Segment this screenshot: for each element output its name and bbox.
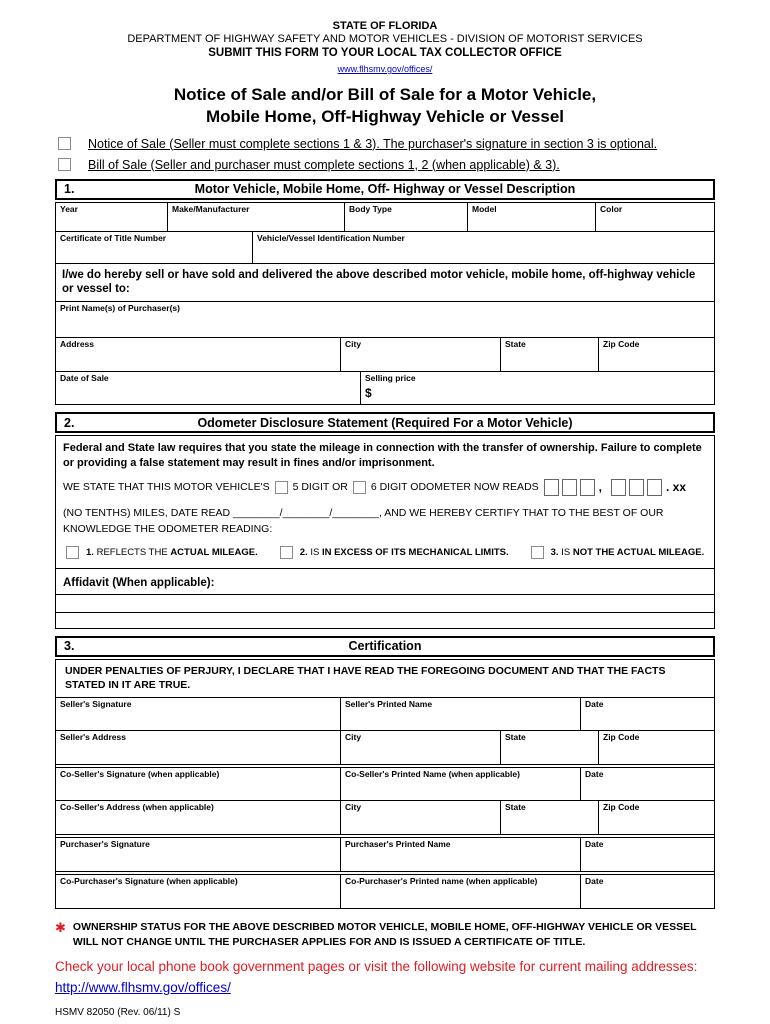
co-seller-date-field[interactable]	[581, 768, 714, 800]
odometer-thousands-boxes	[544, 479, 598, 496]
option-2-text: IS	[310, 546, 320, 558]
footer-offices-link[interactable]: http://www.flhsmv.gov/offices/	[55, 979, 231, 995]
model-label: Model	[472, 203, 497, 214]
excess-mechanical-limits-checkbox[interactable]	[280, 546, 293, 559]
option-3-bold: NOT THE ACTUAL MILEAGE.	[572, 546, 705, 558]
seller-zip-label: Zip Code	[603, 731, 640, 742]
six-digit-label: 6 DIGIT ODOMETER NOW READS	[370, 481, 539, 494]
section-2-body	[55, 435, 715, 628]
body-type-label: Body Type	[349, 203, 392, 214]
odometer-digit-box[interactable]	[647, 479, 662, 496]
state-title: STATE OF FLORIDA	[332, 20, 438, 32]
purchaser-signature-field[interactable]	[56, 838, 341, 871]
certificate-of-title-field[interactable]	[56, 232, 253, 263]
purchaser-date-label: Date	[585, 838, 604, 849]
red-asterisk-icon: ✱	[55, 919, 66, 935]
option-3-text: IS	[561, 546, 571, 558]
five-digit-label: 5 DIGIT OR	[292, 481, 348, 494]
odometer-decimal-xx: . xx	[666, 480, 687, 495]
affidavit-row	[56, 569, 714, 595]
co-purchaser-printed-name-field[interactable]	[341, 875, 581, 908]
odometer-units-boxes	[611, 479, 665, 496]
co-seller-address-field[interactable]	[56, 801, 341, 834]
seller-city-field[interactable]	[341, 731, 501, 764]
section-3-certification	[55, 636, 715, 909]
sale-date-price-row	[56, 372, 714, 404]
co-seller-date-label: Date	[585, 768, 604, 779]
section-3-title: Certification	[348, 639, 422, 653]
certificate-of-title-label: Certificate of Title Number	[60, 232, 167, 243]
seller-date-field[interactable]	[581, 698, 714, 730]
six-digit-checkbox[interactable]	[353, 481, 366, 494]
section-1-title: Motor Vehicle, Mobile Home, Off- Highway or Vessel Description	[194, 182, 576, 196]
notice-of-sale-label: Notice of Sale (Seller must complete sections 1 & 3). The purchaser's signature in section 3 is optional.	[88, 136, 658, 151]
seller-address-label: Seller's Address	[60, 731, 126, 742]
co-purchaser-signature-row	[56, 875, 714, 908]
ownership-notice	[55, 920, 715, 950]
co-purchaser-date-field[interactable]	[581, 875, 714, 908]
co-purchaser-printed-name-label: Co-Purchaser's Printed name (when applicable)	[345, 875, 538, 886]
purchaser-names-row	[56, 302, 714, 338]
not-actual-mileage-checkbox[interactable]	[531, 546, 544, 559]
odometer-comma: ,	[598, 480, 602, 495]
seller-zip-field[interactable]	[599, 731, 714, 764]
year-label: Year	[60, 203, 78, 214]
purchaser-printed-name-label: Purchaser's Printed Name	[345, 838, 451, 849]
option-2-bold: IN EXCESS OF ITS MECHANICAL LIMITS.	[321, 546, 509, 558]
vehicle-description-row	[56, 203, 714, 232]
submit-instruction: SUBMIT THIS FORM TO YOUR LOCAL TAX COLLECTOR OFFICE	[208, 47, 562, 59]
body-type-field[interactable]	[345, 203, 468, 231]
seller-signature-label: Seller's Signature	[60, 698, 132, 709]
date-read-text: (NO TENTHS) MILES, DATE READ ________/________/________, AND WE HEREBY CERTIFY THAT TO THE BEST OF OUR KNOWLEDGE THE ODOMETER READING:	[63, 506, 664, 536]
bill-of-sale-checkbox[interactable]	[58, 158, 71, 171]
department-title: DEPARTMENT OF HIGHWAY SAFETY AND MOTOR VEHICLES - DIVISION OF MOTORIST SERVICES	[127, 33, 643, 45]
bill-of-sale-label: Bill of Sale (Seller and purchaser must complete sections 1, 2 (when applicable) & 3).	[88, 157, 560, 172]
actual-mileage-option	[86, 547, 258, 558]
zip-label: Zip Code	[603, 339, 640, 350]
odometer-reading-line	[56, 472, 714, 498]
co-seller-zip-field[interactable]	[599, 801, 714, 834]
selling-price-field[interactable]	[361, 372, 714, 404]
seller-printed-name-label: Seller's Printed Name	[345, 698, 433, 709]
purchaser-date-field[interactable]	[581, 838, 714, 871]
co-purchaser-signature-label: Co-Purchaser's Signature (when applicable)	[60, 875, 238, 886]
co-seller-printed-name-field[interactable]	[341, 768, 581, 800]
option-2-number: 2.	[299, 546, 308, 558]
affidavit-line-2[interactable]	[56, 613, 714, 628]
notice-of-sale-option	[58, 137, 715, 151]
seller-state-field[interactable]	[501, 731, 599, 764]
form-type-options	[55, 137, 715, 172]
co-seller-signature-label: Co-Seller's Signature (when applicable)	[60, 768, 220, 779]
dollar-sign: $	[365, 386, 372, 401]
five-digit-checkbox[interactable]	[275, 481, 288, 494]
affidavit-label: Affidavit (When applicable):	[63, 576, 215, 589]
odometer-digit-box[interactable]	[580, 479, 595, 496]
model-field[interactable]	[468, 203, 596, 231]
perjury-statement: UNDER PENALTIES OF PERJURY, I DECLARE THAT I HAVE READ THE FOREGOING DOCUMENT AND THAT THE FACTS STATED IN IT ARE TRUE.	[56, 660, 714, 698]
state-field[interactable]	[501, 338, 599, 371]
seller-signature-field[interactable]	[56, 698, 341, 730]
co-seller-city-label: City	[345, 801, 362, 812]
section-1-description	[55, 179, 715, 406]
co-seller-state-label: State	[505, 801, 526, 812]
co-seller-address-label: Co-Seller's Address (when applicable)	[60, 801, 214, 812]
seller-state-label: State	[505, 731, 526, 742]
make-label: Make/Manufacturer	[172, 203, 250, 214]
option-1-text: REFLECTS THE	[96, 546, 168, 558]
not-actual-mileage-option	[551, 547, 705, 558]
form-title-line1: Notice of Sale and/or Bill of Sale for a Motor Vehicle,	[173, 85, 597, 104]
selling-price-label: Selling price	[365, 373, 416, 384]
co-seller-address-row	[56, 801, 714, 834]
form-number: HSMV 82050 (Rev. 06/11) S	[55, 1006, 181, 1018]
section-3-number: 3.	[64, 639, 75, 653]
section-1-body	[55, 202, 715, 406]
offices-link[interactable]: www.flhsmv.gov/offices/	[337, 64, 433, 74]
city-field[interactable]	[341, 338, 501, 371]
odometer-digit-box[interactable]	[611, 479, 626, 496]
section-2-header	[55, 412, 715, 433]
year-field[interactable]	[56, 203, 168, 231]
sold-statement: I/we do hereby sell or have sold and delivered the above described motor vehicle, mobile home, off-highway vehicle or vessel to:	[62, 268, 696, 296]
section-2-number: 2.	[64, 415, 75, 430]
co-seller-state-field[interactable]	[501, 801, 599, 834]
co-seller-city-field[interactable]	[341, 801, 501, 834]
odometer-law-text: Federal and State law requires that you state the mileage in connection with the transfer of ownership. Failure to complete or providing a false statement may result in fines and/or imprisonment.	[63, 442, 702, 469]
purchaser-printed-name-field[interactable]	[341, 838, 581, 871]
address-label: Address	[60, 339, 95, 350]
seller-address-field[interactable]	[56, 731, 341, 764]
bill-of-sale-option	[58, 158, 715, 172]
date-of-sale-field[interactable]	[56, 372, 361, 404]
co-seller-signature-row	[56, 768, 714, 801]
purchaser-address-row	[56, 338, 714, 372]
odometer-digit-box[interactable]	[629, 479, 644, 496]
purchaser-signature-row	[56, 838, 714, 871]
form-title-line2: Mobile Home, Off-Highway Vehicle or Vessel	[205, 106, 565, 126]
co-purchaser-date-label: Date	[585, 875, 604, 886]
odometer-digit-box[interactable]	[562, 479, 577, 496]
co-seller-signature-field[interactable]	[56, 768, 341, 800]
co-purchaser-signature-field[interactable]	[56, 875, 341, 908]
sold-statement-row	[56, 264, 714, 303]
vin-field[interactable]	[253, 232, 714, 263]
address-field[interactable]	[56, 338, 341, 371]
seller-date-label: Date	[585, 698, 604, 709]
form-header	[55, 20, 715, 128]
co-seller-printed-name-label: Co-Seller's Printed Name (when applicable)	[345, 768, 520, 779]
section-3-header	[55, 636, 715, 657]
seller-printed-name-field[interactable]	[341, 698, 581, 730]
excess-mechanical-limits-option	[300, 547, 509, 558]
actual-mileage-checkbox[interactable]	[66, 546, 79, 559]
purchaser-names-label: Print Name(s) of Purchaser(s)	[60, 303, 180, 314]
form-title	[55, 84, 715, 128]
section-2-title: Odometer Disclosure Statement (Required For a Motor Vehicle)	[197, 415, 573, 430]
option-3-number: 3.	[550, 546, 559, 558]
ownership-notice-text: OWNERSHIP STATUS FOR THE ABOVE DESCRIBED MOTOR VEHICLE, MOBILE HOME, OFF-HIGHWAY VEHICLE OR VESSEL WILL NOT CHANGE UNTIL THE PURCHASER APPLIES FOR AND IS ISSUED A CERTIFICATE OF TITLE.	[72, 920, 697, 949]
mileage-certification-options	[56, 538, 714, 569]
section-2-odometer	[55, 412, 715, 628]
vin-label: Vehicle/Vessel Identification Number	[257, 232, 405, 243]
title-vin-row	[56, 232, 714, 264]
purchaser-signature-label: Purchaser's Signature	[60, 838, 150, 849]
notice-of-sale-checkbox[interactable]	[58, 137, 71, 150]
city-label: City	[345, 339, 362, 350]
we-state-text: WE STATE THAT THIS MOTOR VEHICLE'S	[63, 481, 270, 494]
zip-field[interactable]	[599, 338, 714, 371]
seller-city-label: City	[345, 731, 362, 742]
mailing-address-text: Check your local phone book government pages or visit the following website for current mailing addresses:	[55, 959, 698, 975]
date-of-sale-label: Date of Sale	[60, 373, 109, 384]
seller-signature-row	[56, 698, 714, 731]
make-field[interactable]	[168, 203, 345, 231]
section-3-body	[55, 659, 715, 909]
section-1-number: 1.	[64, 182, 75, 196]
state-label: State	[505, 339, 526, 350]
color-field[interactable]	[596, 203, 714, 231]
section-1-header	[55, 179, 715, 200]
option-1-bold: ACTUAL MILEAGE.	[170, 546, 258, 558]
affidavit-line-1[interactable]	[56, 595, 714, 613]
purchaser-names-field[interactable]	[56, 302, 714, 337]
option-1-number: 1.	[86, 546, 94, 558]
odometer-digit-box[interactable]	[544, 479, 559, 496]
color-label: Color	[600, 203, 623, 214]
seller-address-row	[56, 731, 714, 764]
mailing-address-note	[55, 957, 715, 998]
co-seller-zip-label: Zip Code	[603, 801, 640, 812]
